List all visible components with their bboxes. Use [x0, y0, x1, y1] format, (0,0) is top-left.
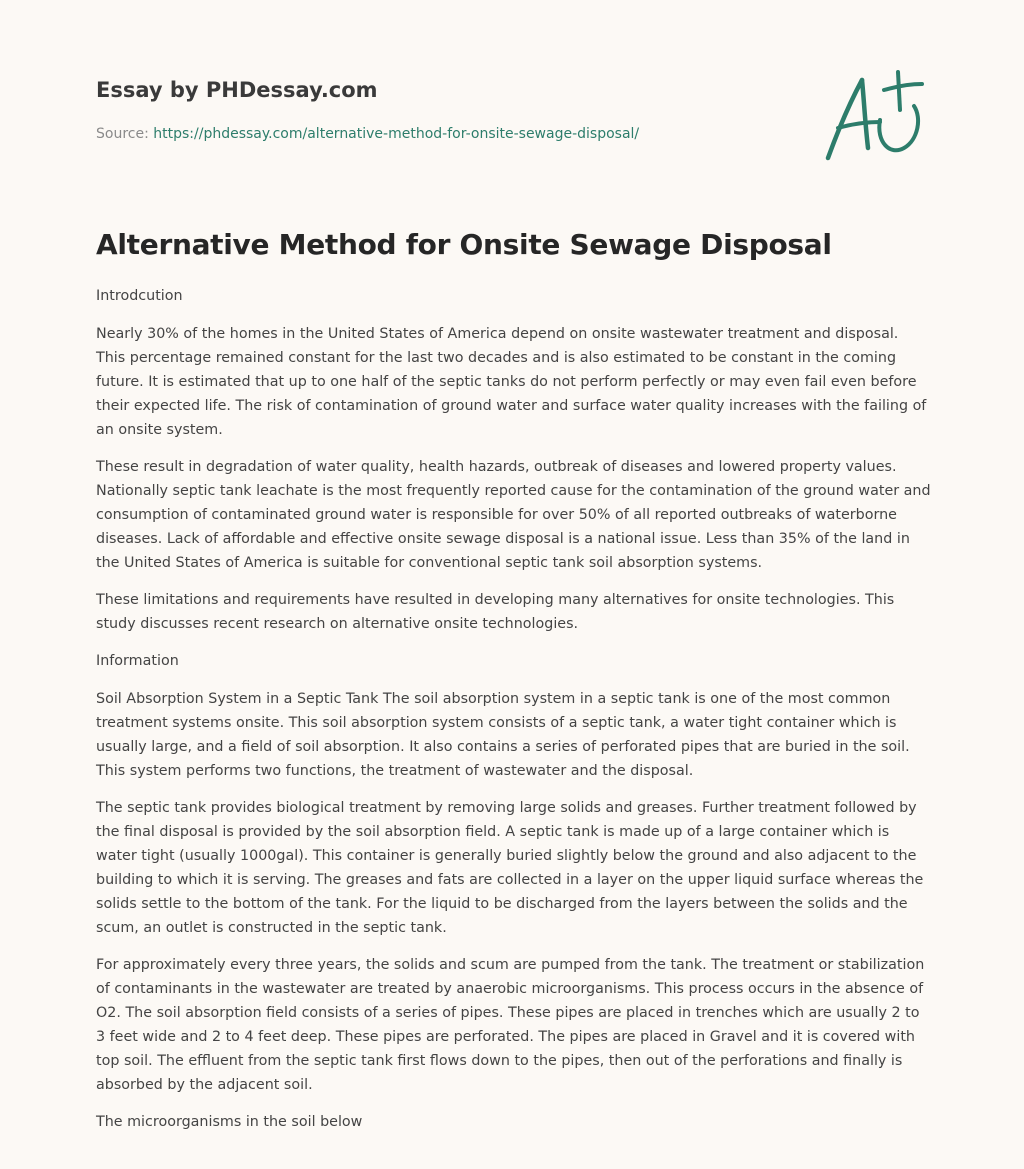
paragraph: These limitations and requirements have resulted in developing many alternatives for onsite technologies. This study discusses recent research on alternative onsite technologies. — [96, 592, 895, 632]
article-body — [96, 284, 932, 1147]
section-heading-introduction: Introdcution — [96, 288, 183, 304]
paragraph: These result in degradation of water quality, health hazards, outbreak of diseases and lowered property values. Nationally septic tank leachate is the most frequently reported cause for the contamination of the ground water and consumption of contaminated ground water is responsible for over 50% of all reported outbreaks of waterborne diseases. Lack of affordable and effective onsite sewage disposal is a national issue. Less than 35% of the land in the United States of America is suitable for conventional septic tank soil absorption systems. — [96, 459, 931, 571]
paragraph: For approximately every three years, the solids and scum are pumped from the tank. The treatment or stabilization of contaminants in the wastewater are treated by anaerobic microorganisms. This process occurs in the absence of O2. The soil absorption field consists of a series of pipes. These pipes are placed in trenches which are usually 2 to 3 feet wide and 2 to 4 feet deep. These pipes are perforated. The pipes are placed in Gravel and it is covered with top soil. The effluent from the septic tank first flows down to the pipes, then out of the perforations and finally is absorbed by the adjacent soil. — [96, 957, 925, 1093]
article-title: Alternative Method for Onsite Sewage Disposal — [96, 228, 832, 261]
brand-title: Essay by PHDessay.com — [96, 78, 378, 102]
source-link[interactable]: https://phdessay.com/alternative-method-for-onsite-sewage-disposal/ — [153, 126, 640, 142]
paragraph: The microorganisms in the soil below — [96, 1114, 363, 1130]
paragraph: Soil Absorption System in a Septic Tank The soil absorption system in a septic tank is one of the most common treatment systems onsite. This soil absorption system consists of a septic tank, a water tight container which is usually large, and a field of soil absorption. It also contains a series of perforated pipes that are buried in the soil. This system performs two functions, the treatment of wastewater and the disposal. — [96, 691, 910, 779]
a-plus-grade-icon — [818, 66, 930, 166]
paragraph: Nearly 30% of the homes in the United States of America depend on onsite wastewater treatment and disposal. This percentage remained constant for the last two decades and is also estimated to be constant in the coming future. It is estimated that up to one half of the septic tanks do not perform perfectly or may even fail even before their expected life. The risk of contamination of ground water and surface water quality increases with the failing of an onsite system. — [96, 326, 927, 438]
paragraph: The septic tank provides biological treatment by removing large solids and greases. Further treatment followed by the final disposal is provided by the soil absorption field. A septic tank is made up of a large container which is water tight (usually 1000gal). This container is generally buried slightly below the ground and also adjacent to the building to which it is serving. The greases and fats are collected in a layer on the upper liquid surface whereas the solids settle to the bottom of the tank. For the liquid to be discharged from the layers between the solids and the scum, an outlet is constructed in the septic tank. — [96, 800, 924, 936]
page-header — [96, 76, 796, 144]
section-heading-information: Information — [96, 653, 179, 669]
source-label: Source: — [96, 126, 149, 142]
source-line — [96, 124, 796, 144]
